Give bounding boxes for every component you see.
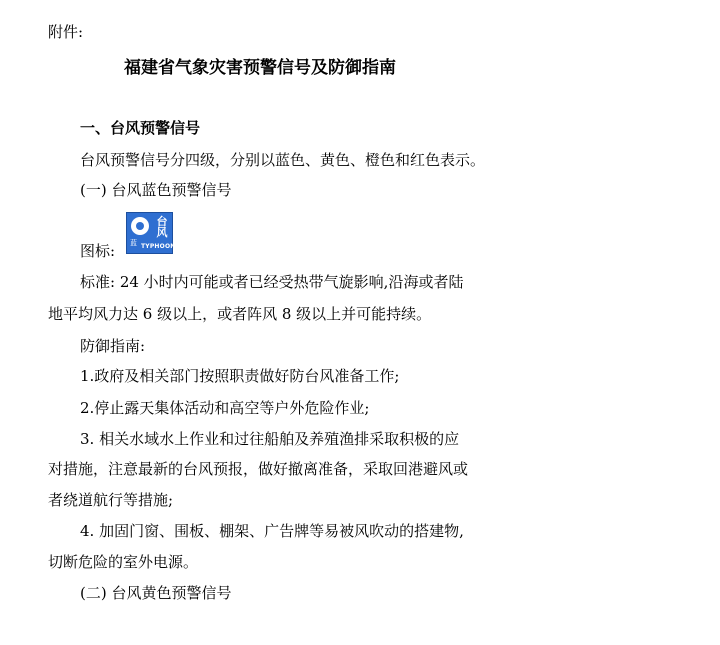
blue-signal-subheading: (一) 台风蓝色预警信号: [80, 181, 232, 199]
icon-label: 图标:: [80, 242, 116, 260]
guide-item-1: 1.政府及相关部门按照职责做好防台风准备工作;: [80, 367, 400, 385]
standard-line-1: 标准: 24 小时内可能或者已经受热带气旋影响,沿海或者陆: [80, 273, 464, 291]
guide-item-3-line-1: 3. 相关水域水上作业和过往船舶及养殖渔排采取积极的应: [80, 430, 460, 448]
guide-item-3-line-2: 对措施，注意最新的台风预报，做好撤离准备，采取回港避风或: [48, 460, 469, 478]
guide-item-4-line-1: 4. 加固门窗、围板、棚架、广告牌等易被风吹动的搭建物,: [80, 522, 464, 540]
typhoon-blue-signal-icon: [126, 212, 176, 254]
guide-item-4-line-2: 切断危险的室外电源。: [48, 553, 199, 571]
icon-char-1: 台: [156, 215, 168, 228]
guide-item-2: 2.停止露天集体活动和高空等户外危险作业;: [80, 399, 370, 417]
swirl-icon: [131, 217, 149, 235]
standard-line-2: 地平均风力达 6 级以上，或者阵风 8 级以上并可能持续。: [48, 305, 432, 323]
guide-heading: 防御指南:: [80, 337, 146, 355]
intro-text: 台风预警信号分四级，分别以蓝色、黄色、橙色和红色表示。: [80, 151, 486, 169]
attachment-label: 附件:: [48, 23, 84, 41]
icon-color-char: 蓝: [130, 239, 137, 247]
page-title: 福建省气象灾害预警信号及防御指南: [124, 58, 396, 78]
icon-char-2: 风: [156, 226, 168, 239]
icon-english-label: TYPHOON: [141, 243, 176, 250]
guide-item-3-line-3: 者绕道航行等措施;: [48, 491, 174, 509]
section-heading: 一、台风预警信号: [80, 119, 201, 137]
yellow-signal-subheading: (二) 台风黄色预警信号: [80, 584, 232, 602]
